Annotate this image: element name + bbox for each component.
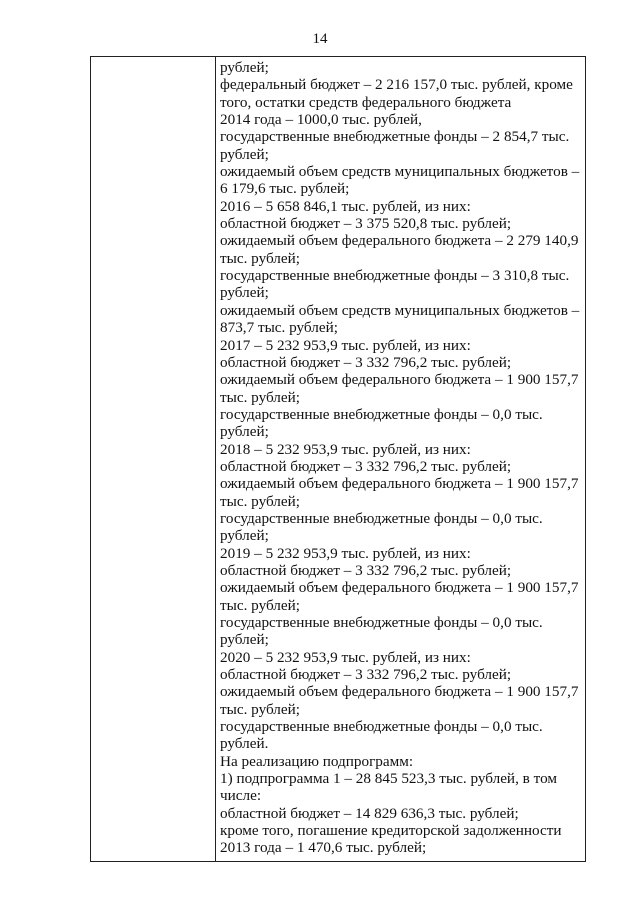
text-line: 2013 года – 1 470,6 тыс. рублей;: [220, 839, 427, 857]
text-line: рублей;: [220, 59, 269, 76]
text-line: 2020 – 5 232 953,9 тыс. рублей, из них:: [220, 648, 471, 666]
text-line: областной бюджет – 3 375 520,8 тыс. рублей;: [220, 215, 512, 233]
text-line: ожидаемый объем федерального бюджета – 1 900 157,7: [220, 371, 579, 389]
text-line: рублей;: [220, 284, 269, 302]
text-line: ожидаемый объем средств муниципальных бюджетов –: [220, 163, 580, 181]
text-line: 1) подпрограмма 1 – 28 845 523,3 тыс. рублей, в том: [220, 770, 557, 788]
text-line: государственные внебюджетные фонды – 2 854,7 тыс.: [220, 128, 570, 146]
text-line: областной бюджет – 3 332 796,2 тыс. рублей;: [220, 561, 512, 579]
text-line: государственные внебюджетные фонды – 3 310,8 тыс.: [220, 267, 570, 285]
text-line: рублей;: [220, 145, 269, 163]
text-line: ожидаемый объем федерального бюджета – 1 900 157,7: [220, 475, 579, 493]
text-line: 2017 – 5 232 953,9 тыс. рублей, из них:: [220, 336, 471, 354]
text-line: 873,7 тыс. рублей;: [220, 319, 338, 337]
text-line: государственные внебюджетные фонды – 0,0 тыс.: [220, 614, 543, 631]
text-line: областной бюджет – 14 829 636,3 тыс. рублей;: [220, 804, 519, 822]
text-line: тыс. рублей;: [220, 492, 300, 510]
page-number: 14: [312, 31, 328, 47]
text-line: рублей;: [220, 527, 269, 545]
text-line: областной бюджет – 3 332 796,2 тыс. рублей;: [220, 353, 512, 371]
text-line: федеральный бюджет – 2 216 157,0 тыс. рублей, кроме: [220, 76, 573, 94]
text-line: ожидаемый объем федерального бюджета – 1 900 157,7: [220, 579, 579, 597]
text-line: 2018 – 5 232 953,9 тыс. рублей, из них:: [220, 440, 471, 458]
text-line: того, остатки средств федерального бюджета: [220, 93, 512, 111]
text-line: числе:: [220, 787, 262, 805]
text-line: государственные внебюджетные фонды – 0,0 тыс.: [220, 405, 543, 423]
text-line: ожидаемый объем федерального бюджета – 1 900 157,7: [220, 683, 579, 701]
text-line: государственные внебюджетные фонды – 0,0 тыс.: [220, 718, 543, 736]
text-line: 2019 – 5 232 953,9 тыс. рублей, из них:: [220, 544, 471, 562]
text-line: 6 179,6 тыс. рублей;: [220, 180, 350, 198]
table-right-cell: [220, 59, 582, 859]
text-line: ожидаемый объем средств муниципальных бюджетов –: [220, 301, 580, 319]
text-line: ожидаемый объем федерального бюджета – 2 279 140,9: [220, 232, 579, 250]
text-line: 2016 – 5 658 846,1 тыс. рублей, из них:: [220, 197, 471, 215]
text-line: кроме того, погашение кредиторской задолженности: [220, 822, 562, 840]
text-line: рублей.: [220, 735, 269, 753]
table-left-cell: [91, 57, 216, 861]
text-line: тыс. рублей;: [220, 700, 300, 718]
text-line: тыс. рублей;: [220, 596, 300, 614]
text-line: областной бюджет – 3 332 796,2 тыс. рублей;: [220, 666, 512, 684]
text-line: рублей;: [220, 631, 269, 649]
text-line: областной бюджет – 3 332 796,2 тыс. рублей;: [220, 457, 512, 475]
text-line: На реализацию подпрограмм:: [220, 752, 414, 770]
text-line: 2014 года – 1000,0 тыс. рублей,: [220, 111, 422, 129]
text-line: рублей;: [220, 423, 269, 441]
text-line: тыс. рублей;: [220, 249, 300, 267]
text-line: тыс. рублей;: [220, 388, 300, 406]
document-table: [90, 56, 586, 862]
text-line: государственные внебюджетные фонды – 0,0 тыс.: [220, 509, 543, 527]
